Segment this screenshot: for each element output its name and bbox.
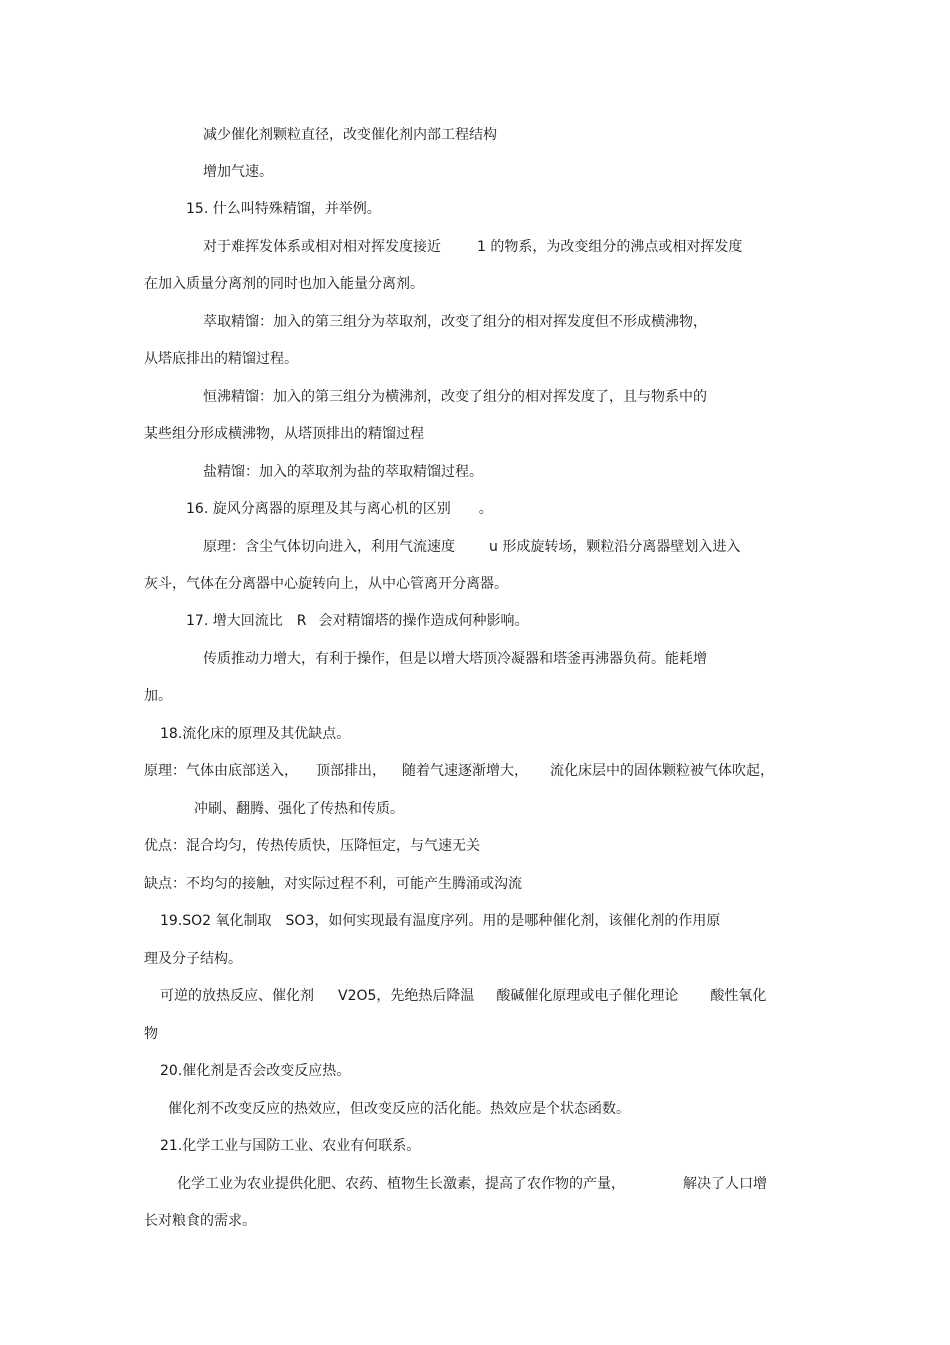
- text: 缺点：不均匀的接触，对实际过程不利，可能产生腾涌或沟流: [144, 876, 522, 892]
- answer-20: [168, 1100, 630, 1118]
- answer-18-advantages: [144, 837, 480, 855]
- text: 传质推动力增大，有利于操作，但是以增大塔顶冷凝器和塔釜再沸器负荷。能耗增: [203, 651, 707, 667]
- answer-15-line-4: [144, 350, 298, 368]
- answer-17-line-2: [144, 687, 172, 705]
- answer-15-line-1: [203, 238, 742, 256]
- answer-14-line-3: [203, 163, 273, 181]
- text: 减少催化剂颗粒直径，改变催化剂内部工程结构: [203, 127, 497, 143]
- text: 。: [478, 501, 493, 517]
- answer-19-line-1: [160, 987, 766, 1005]
- answer-18-disadvantages: [144, 875, 522, 893]
- question-19-line-1: [160, 912, 720, 930]
- question-15: [186, 200, 381, 218]
- answer-17-line-1: [203, 650, 707, 668]
- text: 随着气速逐渐增大，: [402, 763, 528, 779]
- answer-21-line-1: [177, 1175, 767, 1193]
- text: 酸性氧化: [710, 988, 767, 1004]
- text: 化学工业为农业提供化肥、农药、植物生长激素，提高了农作物的产量，: [177, 1176, 625, 1192]
- text: 萃取精馏：加入的第三组分为萃取剂，改变了组分的相对挥发度但不形成横沸物，: [203, 314, 707, 330]
- answer-16-line-2: [144, 575, 508, 593]
- text: u 形成旋转场，颗粒沿分离器壁划入进入: [489, 539, 741, 555]
- text: 催化剂不改变反应的热效应，但改变反应的活化能。热效应是个状态函数。: [168, 1101, 630, 1117]
- text: 对于难挥发体系或相对相对挥发度接近: [203, 239, 441, 255]
- text: R: [296, 613, 307, 629]
- text: 流化床层中的固体颗粒被气体吹起，: [550, 763, 774, 779]
- text: 顶部排出，: [316, 763, 386, 779]
- text: 理及分子结构。: [144, 951, 242, 967]
- text: 加。: [144, 688, 172, 704]
- text: 灰斗，气体在分离器中心旋转向上，从中心管离开分离器。: [144, 576, 508, 592]
- text: 在加入质量分离剂的同时也加入能量分离剂。: [144, 276, 424, 292]
- text: 从塔底排出的精馏过程。: [144, 351, 298, 367]
- text: 21.化学工业与国防工业、农业有何联系。: [160, 1138, 421, 1154]
- text: 某些组分形成横沸物，从塔顶排出的精馏过程: [144, 426, 424, 442]
- text: 盐精馏：加入的萃取剂为盐的萃取精馏过程。: [203, 464, 483, 480]
- text: 恒沸精馏：加入的第三组分为横沸剂，改变了组分的相对挥发度了，且与物系中的: [203, 389, 707, 405]
- text: 16. 旋风分离器的原理及其与离心机的区别: [186, 501, 451, 517]
- answer-21-line-2: [144, 1212, 256, 1230]
- question-20: [160, 1062, 350, 1080]
- answer-16-line-1: [203, 538, 740, 556]
- question-17: [186, 612, 528, 630]
- text: 优点：混合均匀，传热传质快，压降恒定，与气速无关: [144, 838, 480, 854]
- answer-15-line-6: [144, 425, 424, 443]
- text: 19.SO2 氧化制取: [160, 913, 272, 929]
- answer-18-principle: [144, 762, 774, 780]
- answer-15-line-5: [203, 388, 707, 406]
- text: 原理：含尘气体切向进入，利用气流速度: [203, 539, 455, 555]
- answer-14-line-2: [203, 126, 497, 144]
- text: V2O5，先绝热后降温: [338, 988, 475, 1004]
- text: 原理：气体由底部送入，: [144, 763, 298, 779]
- answer-18-principle-cont: [194, 800, 404, 818]
- answer-19-line-2: [144, 1025, 158, 1043]
- text: 15. 什么叫特殊精馏，并举例。: [186, 201, 381, 217]
- text: 增加气速。: [203, 164, 273, 180]
- answer-15-line-7: [203, 463, 483, 481]
- text: 解决了人口增: [683, 1176, 767, 1192]
- text: 1 的物系，为改变组分的沸点或相对挥发度: [477, 239, 743, 255]
- question-19-line-2: [144, 950, 242, 968]
- answer-15-line-3: [203, 313, 707, 331]
- text: 冲刷、翻腾、强化了传热和传质。: [194, 801, 404, 817]
- answer-15-line-2: [144, 275, 424, 293]
- question-21: [160, 1137, 420, 1155]
- text: 17. 增大回流比: [186, 613, 283, 629]
- question-16: [186, 500, 493, 518]
- text: 可逆的放热反应、催化剂: [160, 988, 314, 1004]
- text: 物: [144, 1026, 158, 1042]
- text: SO3，如何实现最有温度序列。用的是哪种催化剂，该催化剂的作用原: [285, 913, 721, 929]
- text: 会对精馏塔的操作造成何种影响。: [318, 613, 529, 629]
- text: 20.催化剂是否会改变反应热。: [160, 1063, 351, 1079]
- text: 18.流化床的原理及其优缺点。: [160, 726, 351, 742]
- text: 长对粮食的需求。: [144, 1213, 256, 1229]
- text: 酸碱催化原理或电子催化理论: [496, 988, 679, 1004]
- question-18: [160, 725, 350, 743]
